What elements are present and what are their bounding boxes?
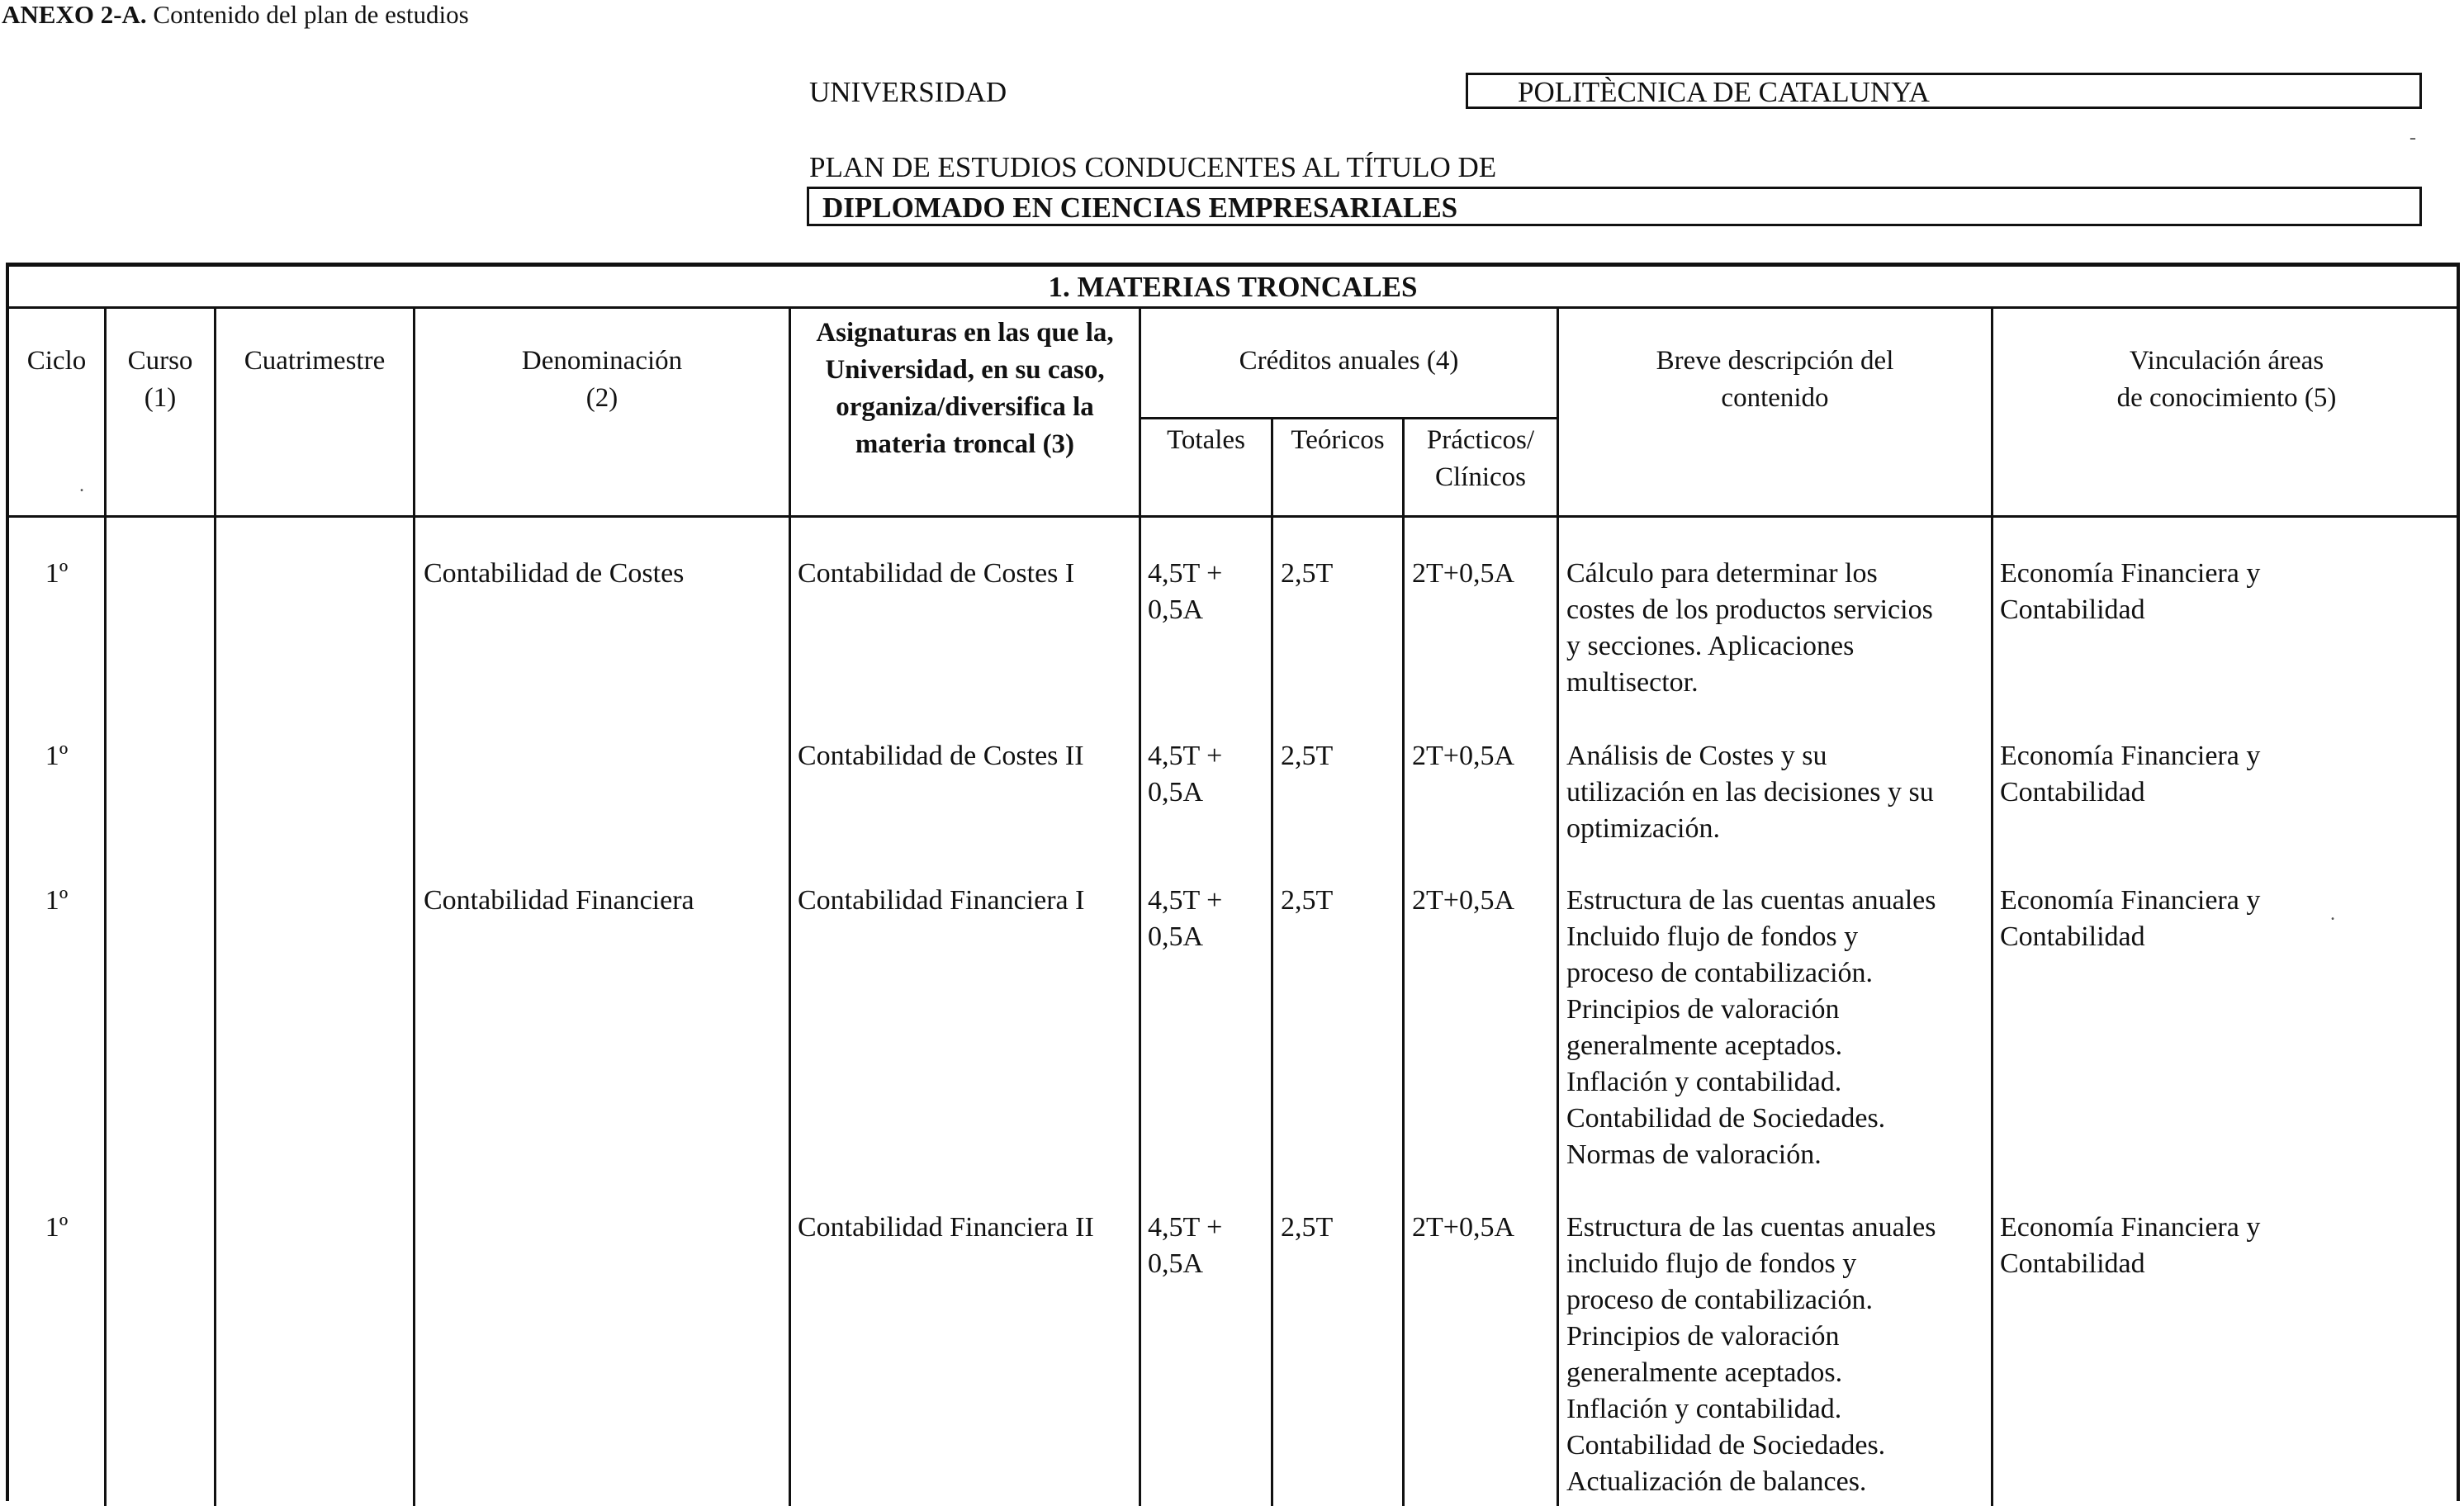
subjects-table: [6, 263, 2460, 1501]
row2-teoricos: 2,5T: [1281, 741, 1334, 771]
row3-teoricos: 2,5T: [1281, 885, 1334, 916]
row4-descripcion: Estructura de las cuentas anuales incluido flujo de fondos y proceso de contabilización. Principios de valoración generalmente aceptados. Inflación y contabilidad. Contabilidad de Sociedades. Actualización de balances.: [1566, 1212, 1936, 1497]
degree-title: DIPLOMADO EN CIENCIAS EMPRESARIALES: [822, 192, 1458, 224]
section-title: 1. MATERIAS TRONCALES: [9, 267, 2457, 309]
degree-title-box: [807, 187, 2422, 226]
university-value: POLITÈCNICA DE CATALUNYA: [1518, 76, 1930, 108]
row3-descripcion: Estructura de las cuentas anuales Incluido flujo de fondos y proceso de contabilización. Principios de valoración generalmente aceptados. Inflación y contabilidad. Contabilidad de Sociedades. Normas de valoración.: [1566, 885, 1936, 1170]
annex-heading: [2, 0, 469, 30]
scan-speck: -: [2410, 127, 2416, 149]
col-divider: [1139, 309, 1141, 1506]
col-header-denominacion: Denominación (2): [521, 346, 683, 413]
row2-asignatura: Contabilidad de Costes II: [798, 741, 1084, 771]
row1-asignatura: Contabilidad de Costes I: [798, 558, 1075, 589]
row1-practicos: 2T+0,5A: [1412, 558, 1514, 589]
col-header-practicos: Prácticos/ Clínicos: [1426, 425, 1535, 492]
row2-vinculacion: Economía Financiera y Contabilidad: [2000, 741, 2261, 807]
row4-teoricos: 2,5T: [1281, 1212, 1334, 1243]
col-header-asignaturas: Asignaturas en las que la, Universidad, en su caso, organiza/diversifica la materia troncal (3): [816, 318, 1114, 459]
col-divider: [1991, 309, 1993, 1506]
col-divider: [214, 309, 216, 1506]
col-header-curso: Curso (1): [127, 346, 193, 413]
row2-ciclo: 1º: [45, 741, 69, 771]
creditos-subheader-line: [1139, 417, 1557, 419]
row2-descripcion: Análisis de Costes y su utilización en las decisiones y su optimización.: [1566, 741, 1934, 844]
row2-practicos: 2T+0,5A: [1412, 741, 1514, 771]
annex-label: ANEXO 2-A.: [2, 0, 147, 29]
row1-vinculacion: Economía Financiera y Contabilidad: [2000, 558, 2261, 625]
col-header-totales: Totales: [1167, 425, 1245, 455]
row1-denominacion: Contabilidad de Costes: [424, 558, 685, 589]
col-header-vinculacion: Vinculación áreas de conocimiento (5): [2116, 346, 2337, 413]
col-divider: [1402, 419, 1405, 1506]
col-divider: [1557, 309, 1559, 1506]
scan-speck: .: [2330, 903, 2335, 925]
row4-ciclo: 1º: [45, 1212, 69, 1243]
annex-text: Contenido del plan de estudios: [153, 0, 469, 29]
row3-denominacion: Contabilidad Financiera: [424, 885, 694, 916]
col-header-teoricos: Teóricos: [1291, 425, 1385, 455]
row3-ciclo: 1º: [45, 885, 69, 916]
row4-totales: 4,5T + 0,5A: [1148, 1212, 1223, 1279]
university-label: UNIVERSIDAD: [809, 76, 1007, 108]
row1-descripcion: Cálculo para determinar los costes de los productos servicios y secciones. Aplicaciones multisector.: [1566, 558, 1933, 698]
row3-totales: 4,5T + 0,5A: [1148, 885, 1223, 952]
row3-asignatura: Contabilidad Financiera I: [798, 885, 1085, 916]
col-divider: [413, 309, 415, 1506]
header-bottom-line: [9, 515, 2460, 518]
col-header-cuatrimestre: Cuatrimestre: [244, 346, 386, 376]
col-divider: [104, 309, 107, 1506]
row4-practicos: 2T+0,5A: [1412, 1212, 1514, 1243]
row3-vinculacion: Economía Financiera y Contabilidad: [2000, 885, 2261, 952]
col-header-descripcion: Breve descripción del contenido: [1656, 346, 1894, 413]
col-divider: [1271, 419, 1273, 1506]
scan-speck: .: [79, 475, 84, 496]
university-box: [1466, 73, 2422, 109]
row3-practicos: 2T+0,5A: [1412, 885, 1514, 916]
col-header-creditos: Créditos anuales (4): [1239, 346, 1459, 376]
plan-label: PLAN DE ESTUDIOS CONDUCENTES AL TÍTULO DE: [809, 151, 1497, 183]
row1-ciclo: 1º: [45, 558, 69, 589]
col-divider: [789, 309, 791, 1506]
row4-asignatura: Contabilidad Financiera II: [798, 1212, 1094, 1243]
row1-teoricos: 2,5T: [1281, 558, 1334, 589]
row2-totales: 4,5T + 0,5A: [1148, 741, 1223, 807]
row1-totales: 4,5T + 0,5A: [1148, 558, 1223, 625]
col-header-ciclo: Ciclo: [26, 346, 87, 376]
row4-vinculacion: Economía Financiera y Contabilidad: [2000, 1212, 2261, 1279]
